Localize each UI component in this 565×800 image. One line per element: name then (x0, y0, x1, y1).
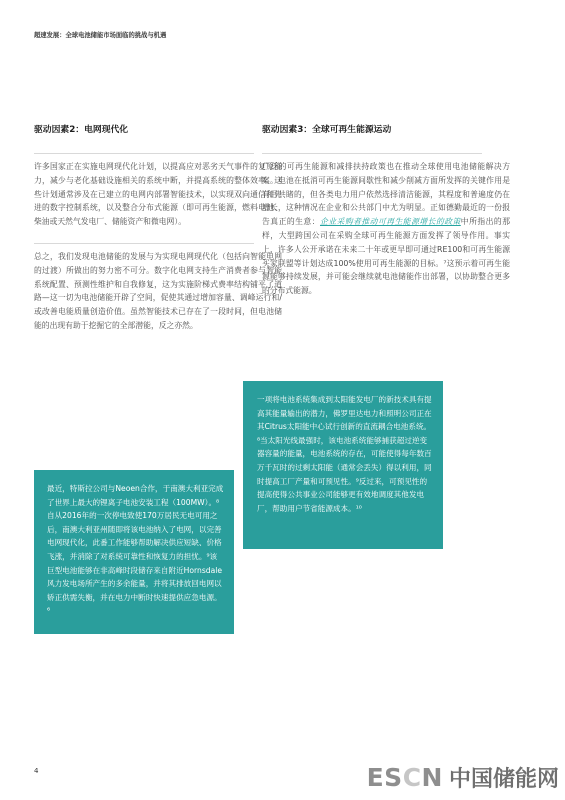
divider (262, 153, 482, 154)
paragraph: 总之，我们发现电池储能的发展与为实现电网现代化（包括向智能电网的过渡）所做出的努力密不可分。数字化电网支持生产消费者参与智能系统配置、预测性维护和自我修复，这为实施阶梯式费率结构铺平了道路—这一切为电池储能开辟了空间，促使其通过增加容量、调峰运行和/或改善电能质量创造价值。虽然智能技术已存在了一段时间，但电池储能的出现有助于挖掘它的全部潜能，反之亦然。 (34, 251, 282, 330)
callout-citrus-solar: 一项将电池系统集成到太阳能发电厂的新技术具有提高其能量输出的潜力，佛罗里达电力和照明公司正在其Citrus太阳能中心试行创新的直流耦合电池系统。⁸当太阳光线最强时，该电池系统能够捕获超过逆变器容量的能量，电池系统的存在，可能使得每年数百万千瓦时的过剩太阳能（通常会丢失）得以利用，同时提高工厂产量和可预见性。⁹反过来，可预见性的提高使得公共事业公司能够更有效地调度其他发电厂，帮助用户节省能源成本。¹⁰ (243, 381, 443, 549)
page-number: 4 (34, 767, 39, 775)
paragraph-text: 广泛的可再生能源和减排扶持政策也在推动全球使用电池储能解决方案。电池在抵消可再生能源间歇性和减少削减方面所发挥的关键作用是有目共睹的，但各类电力用户依然选择清洁能源，其程度和普遍度仍在增长，这种情况在企业和公共部门中尤为明显。正如德勤最近的一份报告真正的生意： (262, 162, 510, 227)
paragraph: 许多国家正在实施电网现代化计划，以提高应对恶劣天气事件的复原能力，减少与老化基础设施相关的系统中断，并提高系统的整体效率。这些计划通常涉及在已建立的电网内部署智能技术，以实现双向通信和先进的数字控制系统，以及整合分布式能源（即可再生能源，燃料电池、柴油或天然气发电厂、储能资产和微电网）。 (34, 162, 282, 227)
paragraph-text: 中所指出的那样，大型跨国公司在采购全球可再生能源方面发挥了领导作用。事实上，许多人公开承诺在未来二十年或更早即可通过RE100和可再生能源买家联盟等计划达成100%使用可再生能源的目标。⁷这预示着可再生能源能够持续发展，并可能会继续就电池储能作出部署，以协助整合更多的分布式能源。 (262, 217, 511, 296)
divider (34, 153, 254, 154)
right-column (262, 122, 510, 312)
running-header: 超速发展：全球电池储能市场面临的挑战与机遇 (34, 32, 167, 39)
divider (34, 243, 254, 244)
callout-tesla: 最近，特斯拉公司与Neoen合作，于南澳大利亚完成了世界上最大的锂离子电池安装工程（100MW）。⁸自从2016年的一次停电致使170万居民无电可用之后，南澳大利亚州随即将该电池纳入了电网，以完善电网现代化，此番工作能够帮助解决供应短缺、价格飞涨，并消除了对系统可靠性和恢复力的担忧。⁹该巨型电池能够在非高峰时段储存来自附近Hornsdale风力发电场所产生的多余能量，并将其排放回电网以矫正供需失衡，并在电力中断时快速提供应急电源。⁶ (34, 470, 234, 634)
watermark-text: 中国储能网 (448, 766, 559, 792)
watermark-logo: ESCN (366, 762, 443, 792)
left-column (34, 122, 282, 347)
paragraph (262, 160, 510, 298)
watermark (367, 762, 559, 792)
report-link[interactable]: 企业采购者推动可再生能源增长的政策 (319, 217, 461, 227)
section-heading-renewable-movement: 驱动因素3：全球可再生能源运动 (262, 125, 392, 135)
section-heading-grid-modernization: 驱动因素2：电网现代化 (34, 125, 129, 135)
